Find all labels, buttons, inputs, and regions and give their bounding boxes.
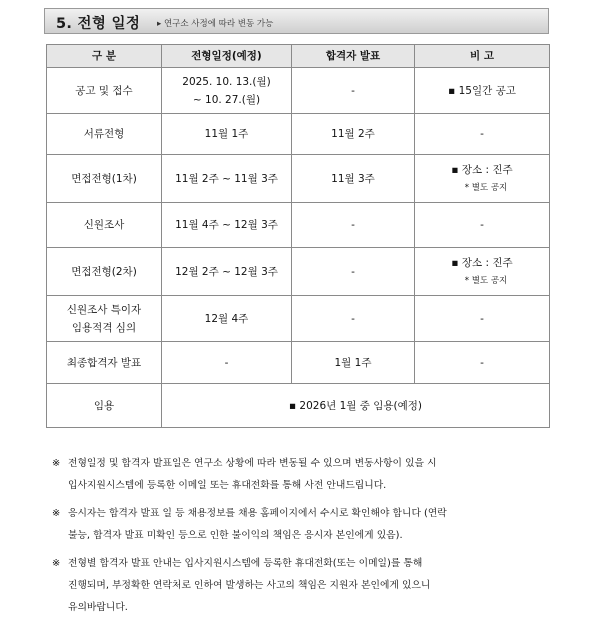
note-line: 불능, 합격자 발표 미확인 등으로 인한 불이익의 책임은 응시자 본인에게 있음). [68, 530, 403, 541]
header-category: 구 분 [47, 45, 162, 68]
row-announce: - [292, 203, 415, 248]
row-remark [415, 68, 550, 114]
row-announce: - [292, 68, 415, 114]
row-remark [415, 155, 550, 203]
row-announce: 11월 3주 [292, 155, 415, 203]
table-row [47, 248, 550, 296]
table-row [47, 155, 550, 203]
remark-text: ▪ 15일간 공고 [448, 84, 516, 97]
note-line: 전형별 합격자 발표 안내는 입사지원시스템에 등록한 휴대전화(또는 이메일)를 통해 [68, 558, 423, 569]
row-announce: - [292, 296, 415, 342]
note-item [52, 503, 552, 547]
row-remark: - [415, 296, 550, 342]
section-title: 5. 전형 일정 [56, 16, 141, 32]
section-header [44, 8, 549, 34]
note-mark: ※ [52, 508, 61, 519]
note-line: 응시자는 합격자 발표 일 등 채용정보를 채용 홈페이지에서 수시로 확인해야 합니다 (연락 [68, 508, 447, 519]
row-schedule: 12월 4주 [162, 296, 292, 342]
table-row [47, 203, 550, 248]
header-announce: 합격자 발표 [292, 45, 415, 68]
section-note: ▸ 연구소 사정에 따라 변동 가능 [157, 19, 274, 29]
category-line: 임용적격 심의 [71, 321, 137, 334]
row-announce: - [292, 248, 415, 296]
row-remark: - [415, 203, 550, 248]
row-remark [415, 248, 550, 296]
table-header-row [47, 45, 550, 68]
row-category: 최종합격자 발표 [47, 342, 162, 384]
row-schedule: 11월 4주 ~ 12월 3주 [162, 203, 292, 248]
header-remark: 비 고 [415, 45, 550, 68]
remark-text: ▪ 장소 : 진주 [451, 163, 513, 176]
row-merged-appointment: ▪ 2026년 1월 중 임용(예정) [162, 384, 550, 428]
notes-section [52, 453, 552, 625]
table-row [47, 342, 550, 384]
note-line: 진행되며, 부정확한 연락처로 인하여 발생하는 사고의 책임은 지원자 본인에게 있으니 [68, 580, 431, 591]
note-item [52, 453, 552, 497]
header-schedule: 전형일정(예정) [162, 45, 292, 68]
row-schedule: 12월 2주 ~ 12월 3주 [162, 248, 292, 296]
remark-subnote: * 별도 공지 [464, 275, 508, 286]
note-line: 전형일정 및 합격자 발표일은 연구소 상황에 따라 변동될 수 있으며 변동사항이 있을 시 [68, 458, 437, 469]
table-row [47, 68, 550, 114]
schedule-table [46, 44, 550, 428]
schedule-line: ~ 10. 27.(월) [192, 93, 261, 106]
note-mark: ※ [52, 558, 61, 569]
row-schedule: 11월 2주 ~ 11월 3주 [162, 155, 292, 203]
category-line: 신원조사 특이자 [66, 303, 142, 316]
row-remark: - [415, 342, 550, 384]
row-schedule [162, 68, 292, 114]
row-category [47, 296, 162, 342]
schedule-line: 2025. 10. 13.(월) [182, 75, 271, 88]
row-announce: 11월 2주 [292, 114, 415, 155]
note-line: 유의바랍니다. [68, 602, 128, 613]
remark-subnote: * 별도 공지 [464, 182, 508, 193]
row-schedule: 11월 1주 [162, 114, 292, 155]
row-category: 공고 및 접수 [47, 68, 162, 114]
note-mark: ※ [52, 458, 61, 469]
table-row [47, 296, 550, 342]
row-category: 면접전형(2차) [47, 248, 162, 296]
row-category: 임용 [47, 384, 162, 428]
row-remark: - [415, 114, 550, 155]
table-row [47, 114, 550, 155]
row-category: 서류전형 [47, 114, 162, 155]
row-announce: 1월 1주 [292, 342, 415, 384]
table-row [47, 384, 550, 428]
row-category: 신원조사 [47, 203, 162, 248]
remark-text: ▪ 장소 : 진주 [451, 256, 513, 269]
row-category: 면접전형(1차) [47, 155, 162, 203]
row-schedule: - [162, 342, 292, 384]
note-line: 입사지원시스템에 등록한 이메일 또는 휴대전화를 통해 사전 안내드립니다. [68, 480, 387, 491]
note-item [52, 553, 552, 619]
